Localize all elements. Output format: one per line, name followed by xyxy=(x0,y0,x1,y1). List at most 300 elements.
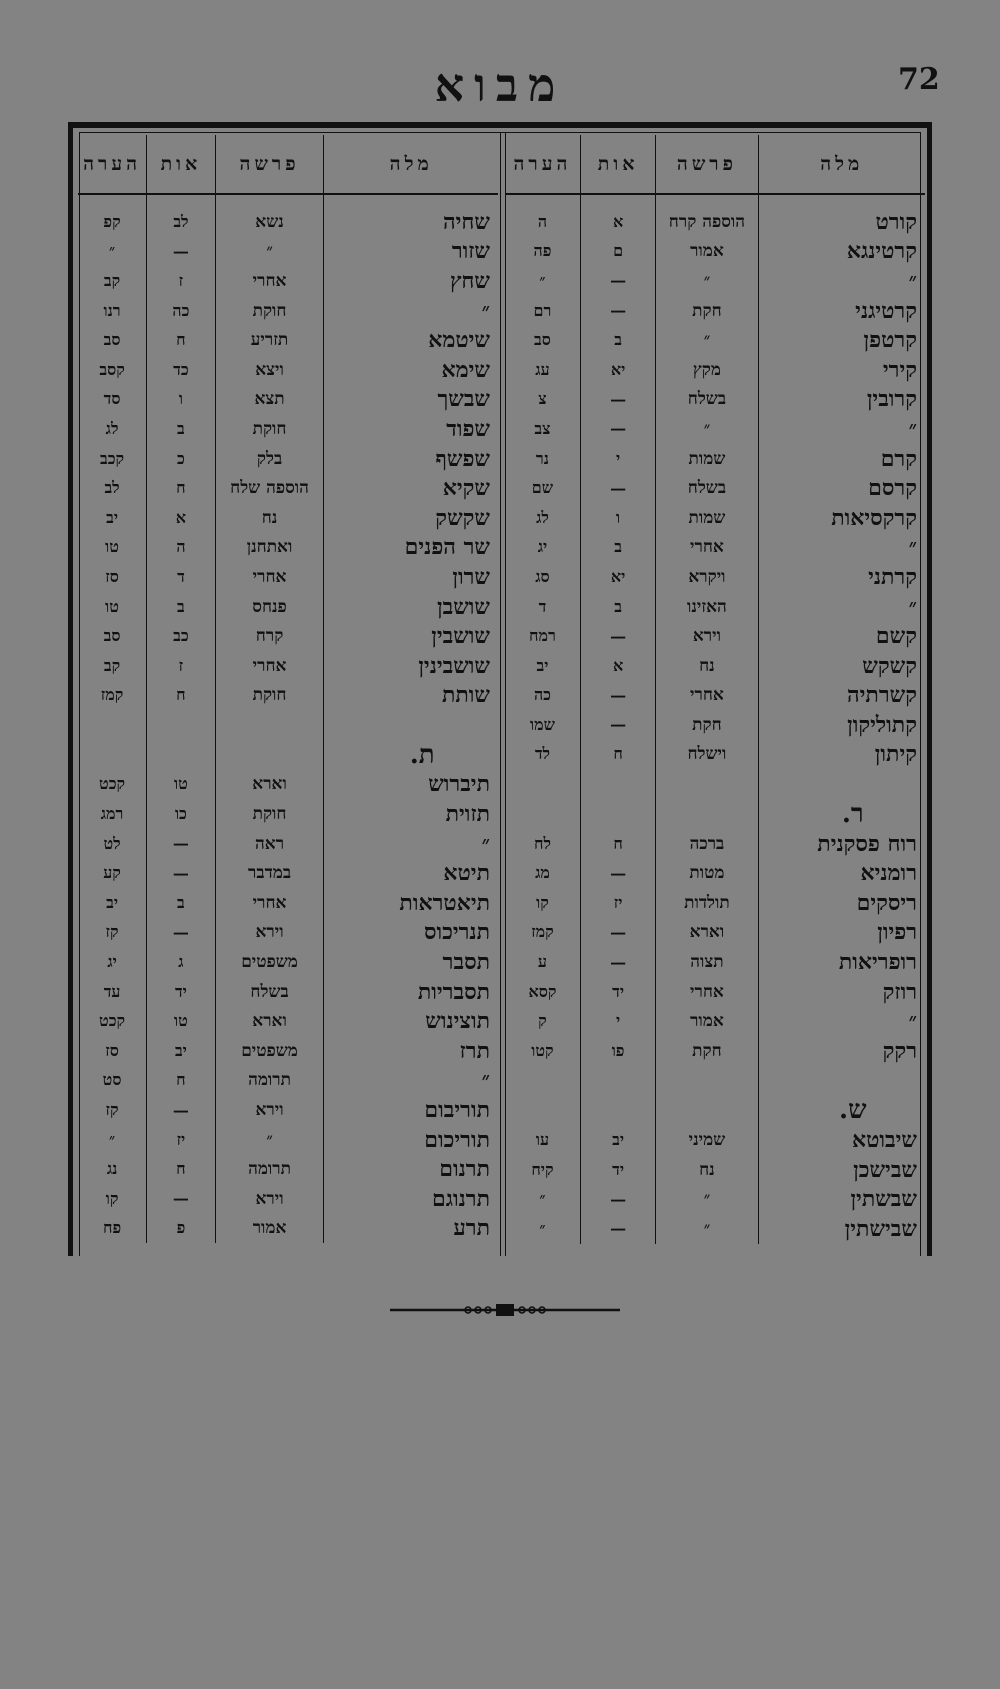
cell-parsha: ברכה xyxy=(656,829,758,859)
cell-parsha: ״ xyxy=(656,1214,758,1244)
cell-note: טו xyxy=(78,592,147,622)
cell-ot: ח xyxy=(147,473,216,503)
cell-ot: ח xyxy=(580,740,655,770)
cell-parsha: וארא xyxy=(215,770,324,800)
cell-word: קרטפן xyxy=(863,327,917,354)
table-row xyxy=(505,769,925,799)
table-row xyxy=(505,533,925,563)
cell-note: ד xyxy=(505,592,580,622)
cell-note: רמח xyxy=(505,621,580,651)
cell-ot: יז xyxy=(580,888,655,918)
cell-word: רופריאות xyxy=(838,949,917,976)
cell-ot: — xyxy=(580,681,655,711)
cell-ot: ח xyxy=(147,681,216,711)
cell-note: כה xyxy=(505,681,580,711)
cell-word: תיטא xyxy=(443,860,490,887)
cell-word: קרתני xyxy=(868,563,917,590)
cell-word: ״ xyxy=(481,830,490,857)
cell-word: רפיון xyxy=(877,919,917,946)
cell-note: נג xyxy=(78,1154,147,1184)
cell-note: צ xyxy=(505,385,580,415)
cell-word: תיברוש xyxy=(428,771,490,798)
cell-word: קיתון xyxy=(874,741,917,768)
cell-parsha: קרח xyxy=(215,621,324,651)
cell-word: תוריכום xyxy=(424,1126,490,1153)
cell-parsha: משפטים xyxy=(215,947,324,977)
table-row xyxy=(78,829,498,859)
cell-ot: יא xyxy=(580,355,655,385)
cell-note: ״ xyxy=(78,237,147,267)
table-row xyxy=(78,947,498,977)
cell-parsha: בשלח xyxy=(215,977,324,1007)
table-row xyxy=(78,770,498,800)
cell-note: לח xyxy=(505,829,580,859)
table-row xyxy=(78,651,498,681)
cell-ot: — xyxy=(580,947,655,977)
cell-ot: יד xyxy=(147,977,216,1007)
cell-parsha: משפטים xyxy=(215,1036,324,1066)
section-heading-row xyxy=(505,799,925,829)
cell-word: קשם xyxy=(875,623,917,650)
cell-parsha: וארא xyxy=(656,918,758,948)
cell-word xyxy=(324,710,498,740)
cell-word: ״ xyxy=(908,1008,917,1035)
cell-ot: — xyxy=(580,414,655,444)
cell-parsha: האזינו xyxy=(656,592,758,622)
cell-ot: א xyxy=(147,503,216,533)
table-row xyxy=(78,296,498,326)
cell-parsha: וישלח xyxy=(656,740,758,770)
cell-note: סג xyxy=(505,562,580,592)
table-row xyxy=(505,296,925,326)
cell-ot: יב xyxy=(147,1036,216,1066)
table-row xyxy=(505,740,925,770)
cell-parsha xyxy=(656,1066,758,1096)
cell-word: רוזק xyxy=(882,978,917,1005)
cell-word: תרנוגם xyxy=(432,1185,490,1212)
cell-parsha xyxy=(215,710,324,740)
cell-note: סב xyxy=(78,621,147,651)
header-parsha: פרשה xyxy=(215,135,324,194)
header-ot: אות xyxy=(147,135,216,194)
cell-ot: א xyxy=(580,651,655,681)
cell-ot: לב xyxy=(147,194,216,237)
cell-word: קתוליקון xyxy=(847,711,917,738)
cell-parsha: תצוה xyxy=(656,947,758,977)
cell-note: לד xyxy=(505,740,580,770)
cell-ot xyxy=(147,740,216,770)
table-row xyxy=(505,237,925,267)
cell-parsha: תרומה xyxy=(215,1066,324,1096)
cell-word: ״ xyxy=(908,593,917,620)
cell-word: שבשתין xyxy=(850,1186,917,1213)
cell-note xyxy=(505,1066,580,1096)
cell-word: ״ xyxy=(908,534,917,561)
cell-word: שזור xyxy=(451,238,490,265)
cell-parsha: בלק xyxy=(215,444,324,474)
cell-ot: כ xyxy=(147,444,216,474)
cell-word: שבישכן xyxy=(853,1156,917,1183)
cell-note: שמו xyxy=(505,710,580,740)
table-row xyxy=(78,918,498,948)
cell-word: שרון xyxy=(452,563,490,590)
cell-parsha: אחרי xyxy=(215,562,324,592)
header-row xyxy=(78,135,498,194)
table-row xyxy=(505,194,925,237)
cell-word: רקק xyxy=(882,1037,917,1064)
cell-note: קכט xyxy=(78,770,147,800)
cell-note: סז xyxy=(78,562,147,592)
cell-note: סט xyxy=(78,1066,147,1096)
cell-parsha: ויקרא xyxy=(656,562,758,592)
cell-parsha: אחרי xyxy=(215,888,324,918)
cell-word: שושבן xyxy=(437,593,490,620)
cell-word: קשרתיה xyxy=(847,682,917,709)
cell-note: קו xyxy=(78,1184,147,1214)
cell-note: רמג xyxy=(78,799,147,829)
table-row xyxy=(78,977,498,1007)
cell-parsha: בשלח xyxy=(656,473,758,503)
cell-ot: ג xyxy=(147,947,216,977)
cell-note: קו xyxy=(505,888,580,918)
cell-ot: טו xyxy=(147,1006,216,1036)
cell-parsha: ״ xyxy=(215,237,324,267)
cell-note: יב xyxy=(78,503,147,533)
cell-ot: ב xyxy=(580,592,655,622)
cell-word: שיטמא xyxy=(428,327,490,354)
table-row xyxy=(78,266,498,296)
cell-word: קורט xyxy=(875,208,917,235)
table-row xyxy=(78,799,498,829)
table-row xyxy=(78,681,498,711)
cell-ot xyxy=(580,799,655,829)
cell-parsha: נח xyxy=(656,651,758,681)
table-row xyxy=(78,710,498,740)
cell-ot: י xyxy=(580,1006,655,1036)
cell-word: קרטיגני xyxy=(855,297,917,324)
header-row xyxy=(505,135,925,194)
cell-note: קמז xyxy=(505,918,580,948)
cell-ot xyxy=(147,710,216,740)
cell-parsha: תזריע xyxy=(215,325,324,355)
cell-note xyxy=(505,769,580,799)
table-row xyxy=(78,194,498,237)
index-table-right xyxy=(505,135,925,1244)
cell-parsha xyxy=(215,740,324,770)
cell-ot: ח xyxy=(580,829,655,859)
cell-note: לט xyxy=(78,829,147,859)
cell-ot: — xyxy=(580,1184,655,1214)
table-row xyxy=(78,237,498,267)
cell-ot: ב xyxy=(147,414,216,444)
cell-note: ע xyxy=(505,947,580,977)
cell-word: שבשך xyxy=(437,386,490,413)
table-row xyxy=(505,888,925,918)
cell-note: קז xyxy=(78,1095,147,1125)
cell-note: קכט xyxy=(78,1006,147,1036)
cell-ot: ז xyxy=(147,266,216,296)
table-row xyxy=(78,1184,498,1214)
cell-word: שושבינין xyxy=(418,652,490,679)
cell-ot: — xyxy=(580,918,655,948)
cell-ot: ח xyxy=(147,1066,216,1096)
cell-note: קסב xyxy=(78,355,147,385)
cell-ot: יז xyxy=(147,1125,216,1155)
cell-ot: ה xyxy=(147,533,216,563)
cell-ot: פו xyxy=(580,1036,655,1066)
table-row xyxy=(505,325,925,355)
cell-parsha: מטות xyxy=(656,858,758,888)
cell-parsha: חקת xyxy=(656,710,758,740)
cell-parsha: נשא xyxy=(215,194,324,237)
index-table-left xyxy=(78,135,498,1243)
cell-parsha: מקץ xyxy=(656,355,758,385)
cell-ot: — xyxy=(147,918,216,948)
cell-parsha: ״ xyxy=(215,1125,324,1155)
cell-parsha: אמור xyxy=(656,237,758,267)
cell-note xyxy=(78,740,147,770)
cell-ot: טו xyxy=(147,770,216,800)
cell-note: פה xyxy=(505,237,580,267)
cell-parsha: אמור xyxy=(656,1006,758,1036)
section-letter: ר. xyxy=(841,798,864,829)
table-row xyxy=(78,325,498,355)
cell-ot: ד xyxy=(147,562,216,592)
cell-ot: — xyxy=(580,710,655,740)
cell-parsha: ״ xyxy=(656,414,758,444)
cell-ot: ם xyxy=(580,237,655,267)
cell-ot xyxy=(580,1066,655,1096)
cell-word: תסבריות xyxy=(417,978,490,1005)
cell-note: קמז xyxy=(78,681,147,711)
cell-note: יב xyxy=(78,888,147,918)
cell-word: רומניא xyxy=(860,860,917,887)
table-row xyxy=(78,1006,498,1036)
cell-note: ״ xyxy=(505,266,580,296)
header-word: מלה xyxy=(758,135,925,194)
cell-note: עג xyxy=(505,355,580,385)
cell-parsha: וארא xyxy=(215,1006,324,1036)
cell-ot: — xyxy=(147,829,216,859)
cell-note: שם xyxy=(505,473,580,503)
cell-ot: כב xyxy=(147,621,216,651)
cell-note: יג xyxy=(505,533,580,563)
cell-parsha: וירא xyxy=(215,1184,324,1214)
cell-parsha: ״ xyxy=(656,325,758,355)
cell-note: ״ xyxy=(78,1125,147,1155)
cell-parsha: תרומה xyxy=(215,1154,324,1184)
cell-word: שבישתין xyxy=(844,1215,917,1242)
cell-parsha: אחרי xyxy=(215,266,324,296)
cell-parsha: וירא xyxy=(215,1095,324,1125)
table-row xyxy=(505,1036,925,1066)
cell-note: קע xyxy=(78,858,147,888)
cell-parsha: אחרי xyxy=(656,977,758,1007)
table-row xyxy=(505,710,925,740)
cell-parsha: נח xyxy=(656,1155,758,1185)
cell-note: לג xyxy=(505,503,580,533)
cell-ot: ב xyxy=(147,592,216,622)
table-row xyxy=(505,355,925,385)
cell-ot: ו xyxy=(147,385,216,415)
cell-note: פח xyxy=(78,1214,147,1244)
cell-note: רם xyxy=(505,296,580,326)
cell-word: שקשק xyxy=(435,504,490,531)
right-index-table xyxy=(505,135,925,1255)
cell-parsha: חוקת xyxy=(215,799,324,829)
cell-word: ״ xyxy=(481,1067,490,1094)
cell-parsha: שמיני xyxy=(656,1125,758,1155)
cell-word: קרובין xyxy=(866,386,917,413)
header-ot: אות xyxy=(580,135,655,194)
cell-word: שושבין xyxy=(431,623,490,650)
cell-note: ק xyxy=(505,1006,580,1036)
cell-parsha: חוקת xyxy=(215,414,324,444)
cell-note: מג xyxy=(505,858,580,888)
cell-word: תסבר xyxy=(442,949,490,976)
cell-ot: כו xyxy=(147,799,216,829)
table-row xyxy=(78,1095,498,1125)
table-row xyxy=(505,1184,925,1214)
cell-note: סב xyxy=(78,325,147,355)
cell-word: קרסם xyxy=(868,475,917,502)
cell-word: שותת xyxy=(441,682,490,709)
cell-note: קפ xyxy=(78,194,147,237)
cell-note: קכב xyxy=(78,444,147,474)
table-row xyxy=(505,918,925,948)
table-row xyxy=(505,503,925,533)
table-row xyxy=(505,1006,925,1036)
table-row xyxy=(505,858,925,888)
cell-ot: יא xyxy=(580,562,655,592)
cell-note: ״ xyxy=(505,1214,580,1244)
page-number: 72 xyxy=(898,62,940,97)
cell-parsha: תצא xyxy=(215,385,324,415)
cell-note: קב xyxy=(78,266,147,296)
end-ornament xyxy=(390,1303,620,1317)
table-row xyxy=(505,947,925,977)
cell-word: שיבוטא xyxy=(852,1127,917,1154)
cell-parsha: וירא xyxy=(656,621,758,651)
cell-ot: ז xyxy=(147,651,216,681)
cell-ot: ב xyxy=(580,533,655,563)
cell-word: קשקש xyxy=(862,652,917,679)
cell-parsha: חוקת xyxy=(215,296,324,326)
cell-ot: יב xyxy=(580,1125,655,1155)
table-row xyxy=(78,533,498,563)
cell-parsha: וירא xyxy=(215,918,324,948)
table-row xyxy=(78,1066,498,1096)
table-row xyxy=(78,858,498,888)
cell-ot: — xyxy=(580,473,655,503)
cell-parsha: בשלח xyxy=(656,385,758,415)
cell-word xyxy=(758,769,925,799)
section-heading-row xyxy=(78,740,498,770)
cell-ot: ו xyxy=(580,503,655,533)
cell-word: שפשף xyxy=(435,445,490,472)
cell-ot: — xyxy=(580,296,655,326)
cell-ot xyxy=(580,1095,655,1125)
cell-ot: — xyxy=(147,1184,216,1214)
cell-ot: — xyxy=(580,621,655,651)
table-row xyxy=(505,977,925,1007)
cell-word: רוח פסקנית xyxy=(817,830,917,857)
table-row xyxy=(78,1125,498,1155)
cell-note: יג xyxy=(78,947,147,977)
cell-word: ״ xyxy=(908,415,917,442)
cell-parsha: פנחס xyxy=(215,592,324,622)
cell-parsha: הוספה שלח xyxy=(215,473,324,503)
cell-ot: פ xyxy=(147,1214,216,1244)
table-row xyxy=(78,621,498,651)
table-row xyxy=(78,355,498,385)
table-row xyxy=(505,592,925,622)
cell-parsha: במדבר xyxy=(215,858,324,888)
section-heading-row xyxy=(505,1095,925,1125)
cell-parsha: חקת xyxy=(656,296,758,326)
cell-word: שימא xyxy=(441,356,490,383)
table-row xyxy=(505,621,925,651)
cell-ot: ב xyxy=(580,325,655,355)
cell-note: נר xyxy=(505,444,580,474)
cell-ot: כד xyxy=(147,355,216,385)
cell-ot: — xyxy=(147,237,216,267)
cell-ot: — xyxy=(580,266,655,296)
table-row xyxy=(505,473,925,503)
cell-parsha xyxy=(656,1095,758,1125)
cell-ot: ב xyxy=(147,888,216,918)
cell-word: קירי xyxy=(882,356,917,383)
cell-parsha: אמור xyxy=(215,1214,324,1244)
left-index-table xyxy=(78,135,498,1255)
cell-parsha: ואתחנן xyxy=(215,533,324,563)
cell-ot: — xyxy=(580,858,655,888)
cell-word: תנריכוס xyxy=(423,919,490,946)
table-row xyxy=(78,444,498,474)
cell-word xyxy=(758,1066,925,1096)
cell-parsha: חוקת xyxy=(215,681,324,711)
cell-note: סב xyxy=(505,325,580,355)
cell-word: שקיא xyxy=(442,475,490,502)
cell-note: קטו xyxy=(505,1036,580,1066)
cell-word: תרנום xyxy=(439,1156,490,1183)
table-row xyxy=(78,1214,498,1244)
table-body xyxy=(505,194,925,1244)
cell-word: תוצינוש xyxy=(425,1008,490,1035)
table-row xyxy=(505,385,925,415)
cell-word: שר הפנים xyxy=(404,534,490,561)
cell-word: שחץ xyxy=(449,267,490,294)
cell-word: תוריבום xyxy=(424,1097,490,1124)
cell-note: קב xyxy=(78,651,147,681)
header-word: מלה xyxy=(324,135,498,194)
header-parsha: פרשה xyxy=(656,135,758,194)
cell-ot: ח xyxy=(147,325,216,355)
cell-word: תרז xyxy=(459,1037,490,1064)
cell-note: צב xyxy=(505,414,580,444)
cell-parsha: הוספה קרח xyxy=(656,194,758,237)
cell-note: קסא xyxy=(505,977,580,1007)
cell-parsha: תולדות xyxy=(656,888,758,918)
cell-ot: יד xyxy=(580,1155,655,1185)
cell-parsha: נח xyxy=(215,503,324,533)
cell-ot: י xyxy=(580,444,655,474)
cell-word: קרטינגא xyxy=(846,238,917,265)
cell-parsha xyxy=(656,799,758,829)
cell-note: רנו xyxy=(78,296,147,326)
cell-parsha: שמות xyxy=(656,444,758,474)
cell-note xyxy=(78,710,147,740)
